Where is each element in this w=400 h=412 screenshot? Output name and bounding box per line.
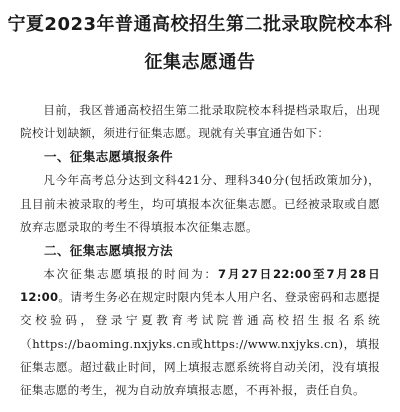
document-title-line1: 宁夏2023年普通高校招生第二批录取院校本科 (7, 14, 393, 35)
section2-body-before: 本次征集志愿填报的时间为： (43, 267, 218, 282)
section1-heading: 一、征集志愿填报条件 (44, 149, 173, 165)
intro-paragraph: 目前，我区普通高校招生第二批录取院校本科提档录取后，出现院校计划缺额，须进行征集志愿。现就有关事宜通告如下： (20, 103, 380, 141)
section2-heading: 二、征集志愿填报方法 (44, 243, 173, 259)
section2-body-after: 。请考生务必在规定时限内凭本人用户名、登录密码和志愿提交校验码，登录宁夏教育考试院普通高校招生报名系统（https://baoming.nxjyks.cn或https://www.nxjyks.cn)，填报征集志愿。超过截止时间，网上填报志愿系统将自动关闭，没有填报征集志愿的考生，视为自动放弃填报志愿，不再补报，责任自负。 (20, 290, 380, 398)
section1-body: 凡今年高考总分达到文科421分、理科340分(包括政策加分)，且目前未被录取的考生，均可填报本次征集志愿。已经被录取或自愿放弃志愿录取的考生不得填报本次征集志愿。 (20, 173, 380, 234)
section2-body (20, 263, 380, 402)
document-title-line2: 征集志愿通告 (144, 52, 256, 73)
section2-time-bold: 7月27日22:00至7月28日12:00 (20, 267, 380, 305)
